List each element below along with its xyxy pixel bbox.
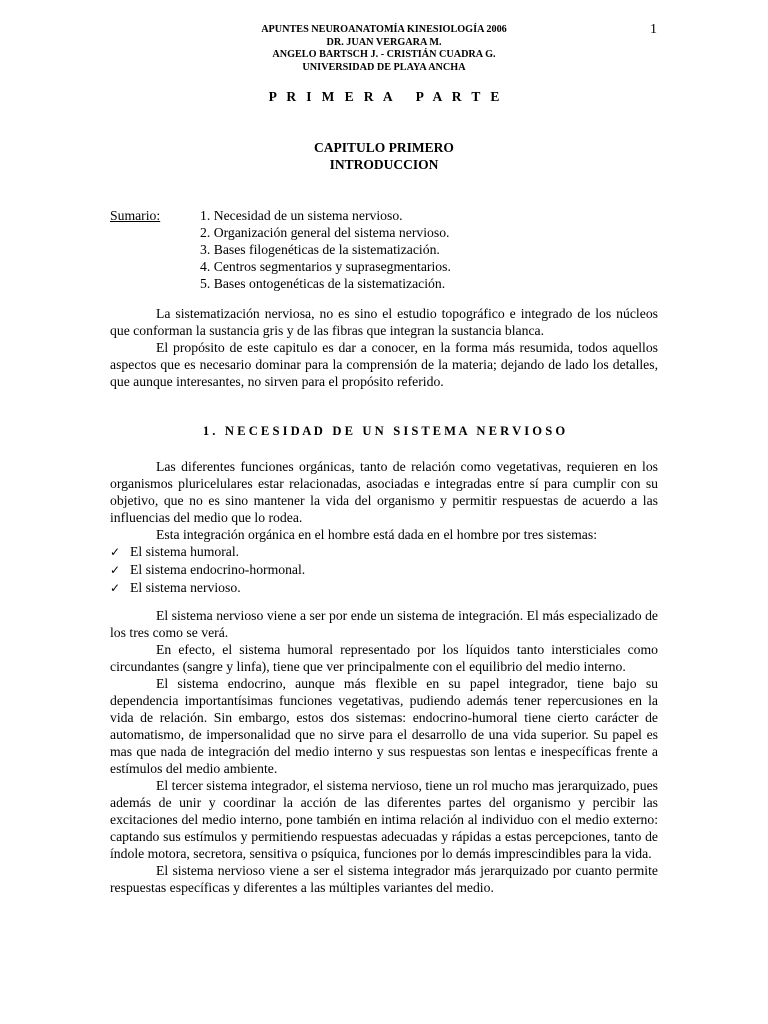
check-icon: ✓ — [110, 581, 121, 595]
summary-label: Sumario: — [110, 208, 161, 223]
header-professor-line: DR. JUAN VERGARA M. — [326, 36, 442, 48]
section-paragraph: El sistema nervioso viene a ser por ende un sistema de integración. El más especializado de los tres como se verá. — [110, 608, 658, 640]
part-title: P R I M E R A P A R T E — [268, 89, 500, 104]
summary-item: 1. Necesidad de un sistema nervioso. — [200, 208, 403, 223]
section-paragraph: El sistema endocrino, aunque más flexible en su papel integrador, tiene bajo su dependencia importantísimas funciones vegetativas, pudiendo además tener repercusiones en la vida de relación. Sin embargo, estos dos sistemas: endocrino-humoral tiene cierto carácter de automatismo, de impersonalidad que no sirve para el desarrollo de una vida superior. Su papel es mas que nada de integración del medio interno y sus respuestas son lentas e inespecíficas frente a estímulos del medio ambiente. — [110, 676, 658, 776]
intro-paragraph: La sistematización nerviosa, no es sino el estudio topográfico e integrado de los núcleos que conforman la sustancia gris y de las fibras que integran la sustancia blanca. — [110, 306, 658, 338]
checklist-item-label: El sistema humoral. — [130, 544, 240, 559]
summary-list — [200, 207, 451, 292]
section-body-bottom — [110, 607, 658, 896]
chapter-name: INTRODUCCION — [329, 157, 439, 172]
header-university-line: UNIVERSIDAD DE PLAYA ANCHA — [302, 61, 466, 73]
summary-item: 4. Centros segmentarios y suprasegmentarios. — [200, 259, 451, 274]
check-icon: ✓ — [110, 563, 121, 577]
summary-item: 5. Bases ontogenéticas de la sistematización. — [200, 276, 446, 291]
checklist-item — [110, 561, 658, 579]
section-paragraph: Esta integración orgánica en el hombre está dada en el hombre por tres sistemas: — [156, 527, 598, 542]
header-authors-line: ANGELO BARTSCH J. - CRISTIÁN CUADRA G. — [272, 49, 496, 61]
intro-text — [110, 305, 658, 390]
checklist-item — [110, 579, 658, 597]
chapter-number: CAPITULO PRIMERO — [314, 140, 454, 155]
summary-item: 2. Organización general del sistema nervioso. — [200, 225, 450, 240]
section-paragraph: El sistema nervioso viene a ser el sistema integrador más jerarquizado por cuanto permite respuestas específicas y diferentes a las múltiples variantes del medio. — [110, 863, 658, 895]
page-number: 1 — [650, 22, 657, 37]
checklist-item-label: El sistema nervioso. — [130, 580, 241, 595]
header-course-line: APUNTES NEUROANATOMÍA KINESIOLOGÍA 2006 — [261, 24, 507, 35]
check-icon: ✓ — [110, 545, 121, 559]
section-paragraph: El tercer sistema integrador, el sistema nervioso, tiene un rol mucho mas jerarquizado, pues además de unir y coordinar la acción de las diferentes partes del organismo y percibir las excitaciones del medio interno, pone también en intima relación al individuo con el medio externo: captando sus estímulos y permitiendo respuestas adecuadas y rápidas a estas percepciones, tanto de índole motora, secretora, sensitiva o psíquica, funciones por lo demás imprescindibles para la vida. — [110, 778, 658, 861]
intro-paragraph: El propósito de este capitulo es dar a conocer, en la forma más resumida, todos aquellos aspectos que es necesario dominar para la comprensión de la materia; dejando de lado los detalles, que aunque interesantes, no sirven para el propósito referido. — [110, 340, 658, 389]
section-paragraph: Las diferentes funciones orgánicas, tanto de relación como vegetativas, requieren en los organismos pluricelulares estar relacionadas, asociadas e integradas entre sí para cumplir con su objetivo, que no es sino mantener la vida del organismo y permitir respuestas de acuerdo a las influencias del medio que lo rodea. — [110, 459, 658, 525]
summary-item: 3. Bases filogenéticas de la sistematización. — [200, 242, 440, 257]
section-heading: 1 . N E C E S I D A D D E U N S I S T E M A N E R V I O S O — [202, 424, 566, 438]
systems-checklist — [110, 543, 658, 597]
checklist-item-label: El sistema endocrino-hormonal. — [130, 562, 306, 577]
section-paragraph: En efecto, el sistema humoral representado por los líquidos tanto intersticiales como circundantes (sangre y linfa), tiene que ver principalmente con el equilibrio del medio interno. — [110, 642, 658, 674]
chapter-title — [0, 139, 768, 173]
checklist-item — [110, 543, 658, 561]
section-body-top — [110, 458, 658, 597]
